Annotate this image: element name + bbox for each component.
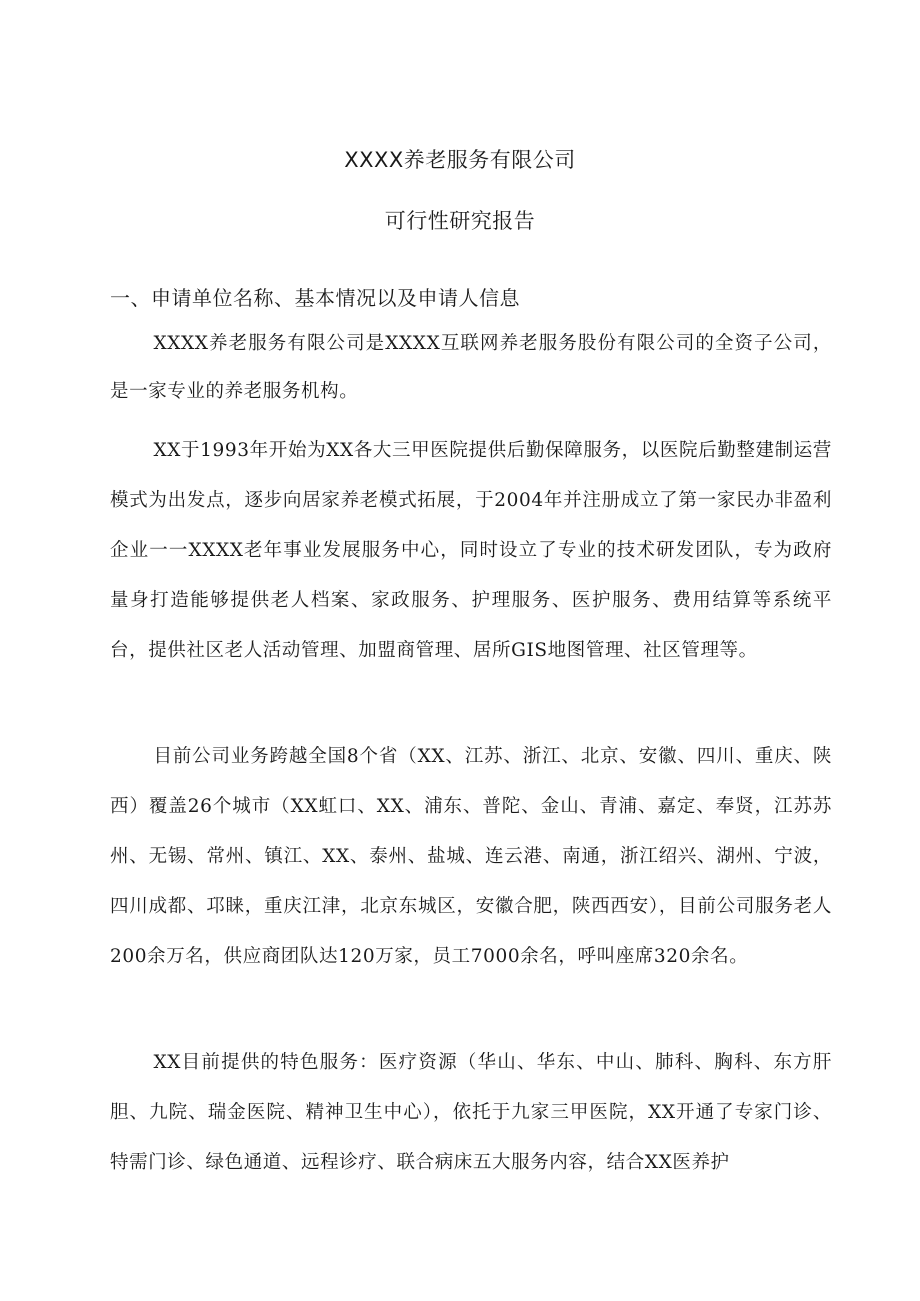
document-subtitle: 可行性研究报告 xyxy=(384,209,536,233)
paragraph-company-history: XX于1993年开始为XX各大三甲医院提供后勤保障服务，以医院后勤整建制运营模式为出发点，逐步向居家养老模式拓展，于2004年并注册成立了第一家民办非盈利企业一一XXXX老年事业发展服务中心，同时设立了专业的技术研发团队，专为政府量身打造能够提供老人档案、家政服务、护理服务、医护服务、费用结算等系统平台，提供社区老人活动管理、加盟商管理、居所GIS地图管理、社区管理等。 xyxy=(110,440,833,661)
paragraph-company-overview: XXXX养老服务有限公司是XXXX互联网养老服务股份有限公司的全资子公司，是一家专业的养老服务机构。 xyxy=(110,333,832,402)
document-title: XXXX养老服务有限公司 xyxy=(344,148,576,172)
paragraph-business-coverage: 目前公司业务跨越全国8个省（XX、江苏、浙江、北京、安徽、四川、重庆、陕西）覆盖26个城市（XX虹口、XX、浦东、普陀、金山、青浦、嘉定、奉贤，江苏苏州、无锡、常州、镇江、XX、泰州、盐城、连云港、南通，浙江绍兴、湖州、宁波，四川成都、邛睐，重庆江津，北京东城区，安徽合肥，陕西西安），目前公司服务老人200余万名，供应商团队达120万家，员工7000余名，呼叫座席320余名。 xyxy=(110,746,832,967)
paragraph-featured-services: XX目前提供的特色服务：医疗资源（华山、华东、中山、肺科、胸科、东方肝胆、九院、瑞金医院、精神卫生中心），依托于九家三甲医院，XX开通了专家门诊、特需门诊、绿色通道、远程诊疗、联合病床五大服务内容，结合XX医养护 xyxy=(110,1052,832,1173)
section-heading: 一、申请单位名称、基本情况以及申请人信息 xyxy=(110,286,520,310)
